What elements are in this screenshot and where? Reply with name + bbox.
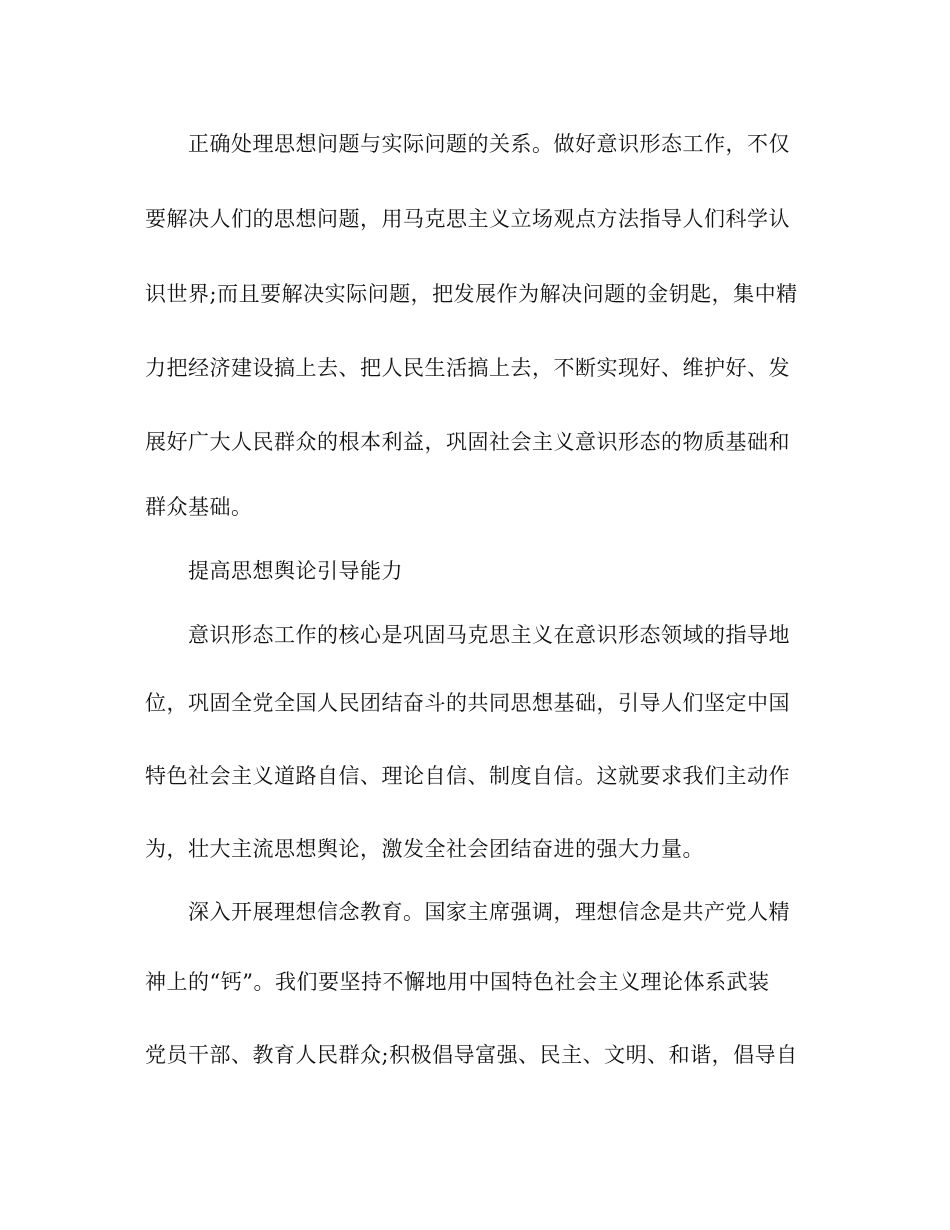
- paragraph-1-line-5: 展好广大人民群众的根本利益，巩固社会主义意识形态的物质基础和: [145, 430, 790, 454]
- paragraph-1-line-2: 要解决人们的思想问题，用马克思主义立场观点方法指导人们科学认: [145, 207, 790, 231]
- paragraph-3-line-2: 神上的“钙”。我们要坚持不懈地用中国特色社会主义理论体系武装: [145, 970, 770, 994]
- paragraph-3-line-1: 深入开展理想信念教育。国家主席强调，理想信念是共产党人精: [188, 900, 790, 924]
- paragraph-2-line-2: 位，巩固全党全国人民团结奋斗的共同思想基础，引导人们坚定中国: [145, 691, 790, 715]
- paragraph-2-line-1: 意识形态工作的核心是巩固马克思主义在意识形态领域的指导地: [188, 623, 790, 647]
- paragraph-1-line-6: 群众基础。: [145, 495, 253, 519]
- section-heading: 提高思想舆论引导能力: [188, 559, 403, 583]
- paragraph-1-line-3: 识世界;而且要解决实际问题，把发展作为解决问题的金钥匙，集中精: [145, 282, 798, 306]
- paragraph-1-line-4: 力把经济建设搞上去、把人民生活搞上去，不断实现好、维护好、发: [145, 356, 790, 380]
- paragraph-3-line-3: 党员干部、教育人民群众;积极倡导富强、民主、文明、和谐，倡导自: [145, 1043, 798, 1067]
- paragraph-2-line-4: 为，壮大主流思想舆论，激发全社会团结奋进的强大力量。: [145, 837, 704, 861]
- paragraph-2-line-3: 特色社会主义道路自信、理论自信、制度自信。这就要求我们主动作: [145, 764, 790, 788]
- paragraph-1-line-1: 正确处理思想问题与实际问题的关系。做好意识形态工作，不仅: [188, 132, 790, 156]
